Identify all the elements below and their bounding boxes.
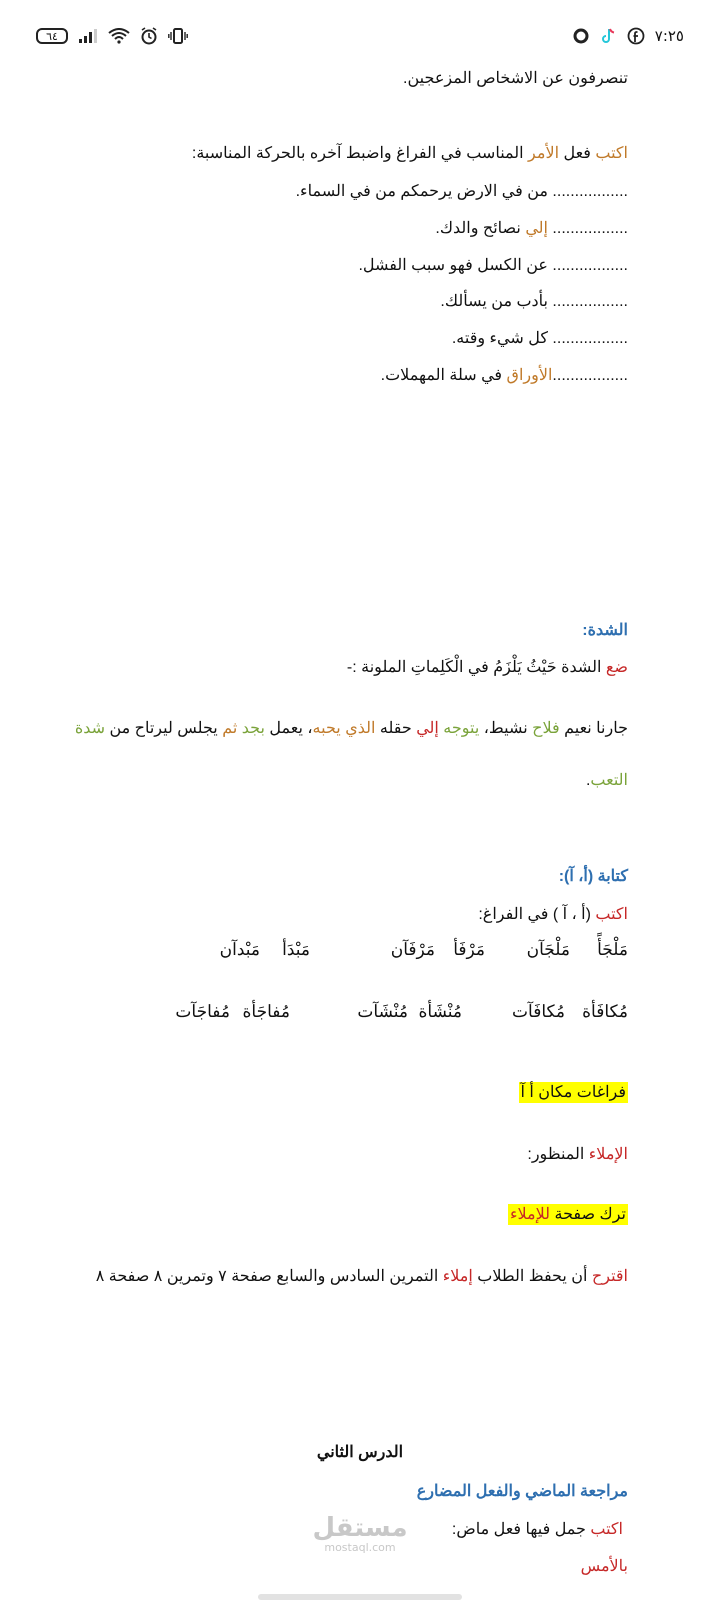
colored-word: الأوراق: [506, 367, 553, 384]
word: مَرْفَآن: [390, 940, 435, 959]
exercise-imperative-instruction: [192, 143, 628, 163]
blank-rest: نصائح والدك.: [435, 220, 526, 237]
word: مُنْشَآت: [357, 1002, 408, 1021]
leave-page-note: [508, 1204, 628, 1224]
instr-word-write: اكتب: [595, 145, 628, 162]
colored-word: إلي: [416, 720, 439, 737]
word: مَلْجَآن: [526, 940, 570, 959]
colored-word: ثم: [222, 720, 238, 737]
colored-word: يتوجه: [443, 720, 480, 737]
colored-word: بجد: [241, 720, 265, 737]
word: مَلْجَأً: [597, 940, 628, 959]
text: نشيط،: [479, 720, 533, 737]
colored-word: إملاء: [442, 1268, 473, 1285]
lesson-title-text: الدرس الثاني: [316, 1444, 404, 1461]
colored-word: التعب: [590, 772, 628, 789]
instr-text: جمل فيها فعل ماض:: [451, 1521, 591, 1538]
word: مُنْشَأة: [418, 1002, 462, 1021]
word: مَرْفَأ: [453, 940, 485, 959]
instr-text: (أ ، آ ) في الفراغ:: [478, 906, 596, 923]
blanks-place-note: [519, 1082, 628, 1102]
shadda-sentence-line2: [586, 770, 628, 790]
colored-word: إلي: [525, 220, 548, 237]
blank-line-4: ................. بأدب من يسألك.: [440, 293, 628, 310]
text: أن يحفظ الطلاب: [472, 1268, 592, 1285]
blank-rest: في سلة المهملات.: [380, 367, 507, 384]
instr-word-write: اكتب: [590, 1521, 623, 1538]
colored-word: فلاح: [532, 720, 560, 737]
blank-line-1: ................. من في الارض يرحمكم من في السماء.: [295, 183, 628, 200]
colored-word: الذي: [345, 720, 376, 737]
hamza-instruction: [478, 904, 628, 924]
instr-word-imperative: الأمر: [528, 145, 560, 162]
blank-dots: .................: [552, 367, 628, 384]
word: مُفاجَأة: [242, 1002, 290, 1021]
highlighted-text: فراغات مكان أ آ: [520, 1084, 626, 1101]
word: مَبْدآن: [219, 940, 260, 959]
instr-word-put: ضع: [605, 659, 628, 676]
blank-line-6: [381, 365, 628, 385]
shadda-instruction: [347, 657, 628, 677]
shadda-heading: الشدة:: [582, 622, 628, 639]
text: المنظور:: [527, 1146, 589, 1163]
battery-icon: ٦٤: [36, 28, 68, 44]
mostaql-watermark: [300, 1515, 420, 1554]
instr-text: الشدة حَيْثُ يَلْزَمُ في الْكَلِماتِ الملونة :-: [346, 659, 606, 676]
text: التمرين السادس والسابع صفحة ٧ وتمرين ٨ صفحة ٨: [95, 1268, 443, 1285]
instr-text: فعل: [559, 145, 596, 162]
highlighted-text: ترك صفحة: [550, 1206, 626, 1223]
suggest-line: [96, 1266, 628, 1286]
blank-line-3: ................. عن الكسل فهو سبب الفشل.: [358, 257, 628, 274]
text: ، يعمل: [264, 720, 313, 737]
gesture-home-bar[interactable]: [258, 1594, 462, 1600]
watermark-logo-text: مستقل: [312, 1513, 408, 1543]
colored-word: يحبه: [312, 720, 341, 737]
lesson-two-title: [0, 1442, 720, 1462]
word: مُكافَأة: [582, 1002, 628, 1021]
lesson-two-subtitle: مراجعة الماضي والفعل المضارع: [416, 1483, 628, 1500]
lesson-two-item1: بالأمس: [580, 1558, 628, 1575]
text: .: [585, 772, 591, 789]
clock-time: ٧:٢٥: [654, 27, 684, 45]
lesson-two-instruction: [452, 1519, 623, 1539]
blank-dots: .................: [547, 220, 628, 237]
imlaa-line: [527, 1144, 628, 1164]
text: حقله: [375, 720, 417, 737]
instr-text: المناسب في الفراغ واضبط آخره بالحركة المناسبة:: [191, 145, 529, 162]
hamza-heading: كتابة (أ، آ):: [558, 868, 628, 885]
colored-word: الإملاء: [588, 1146, 628, 1163]
colored-word: اقترح: [591, 1268, 628, 1285]
blank-line-2: [435, 218, 628, 238]
text: جارنا نعيم: [559, 720, 628, 737]
blank-line-5: ................. كل شيء وقته.: [451, 330, 628, 347]
word: مَبْدَأ: [282, 940, 310, 959]
colored-word: شدة: [74, 720, 105, 737]
text: يجلس ليرتاح من: [105, 720, 223, 737]
shadda-sentence-line1: [75, 718, 628, 738]
highlighted-colored-word: للإملاء: [509, 1206, 551, 1223]
intro-line: تنصرفون عن الاشخاص المزعجين.: [403, 70, 628, 87]
instr-word-write: اكتب: [595, 906, 628, 923]
watermark-url: mostaql.com: [324, 1541, 396, 1554]
word: مُفاجَآت: [175, 1002, 230, 1021]
word: مُكافَآت: [512, 1002, 565, 1021]
